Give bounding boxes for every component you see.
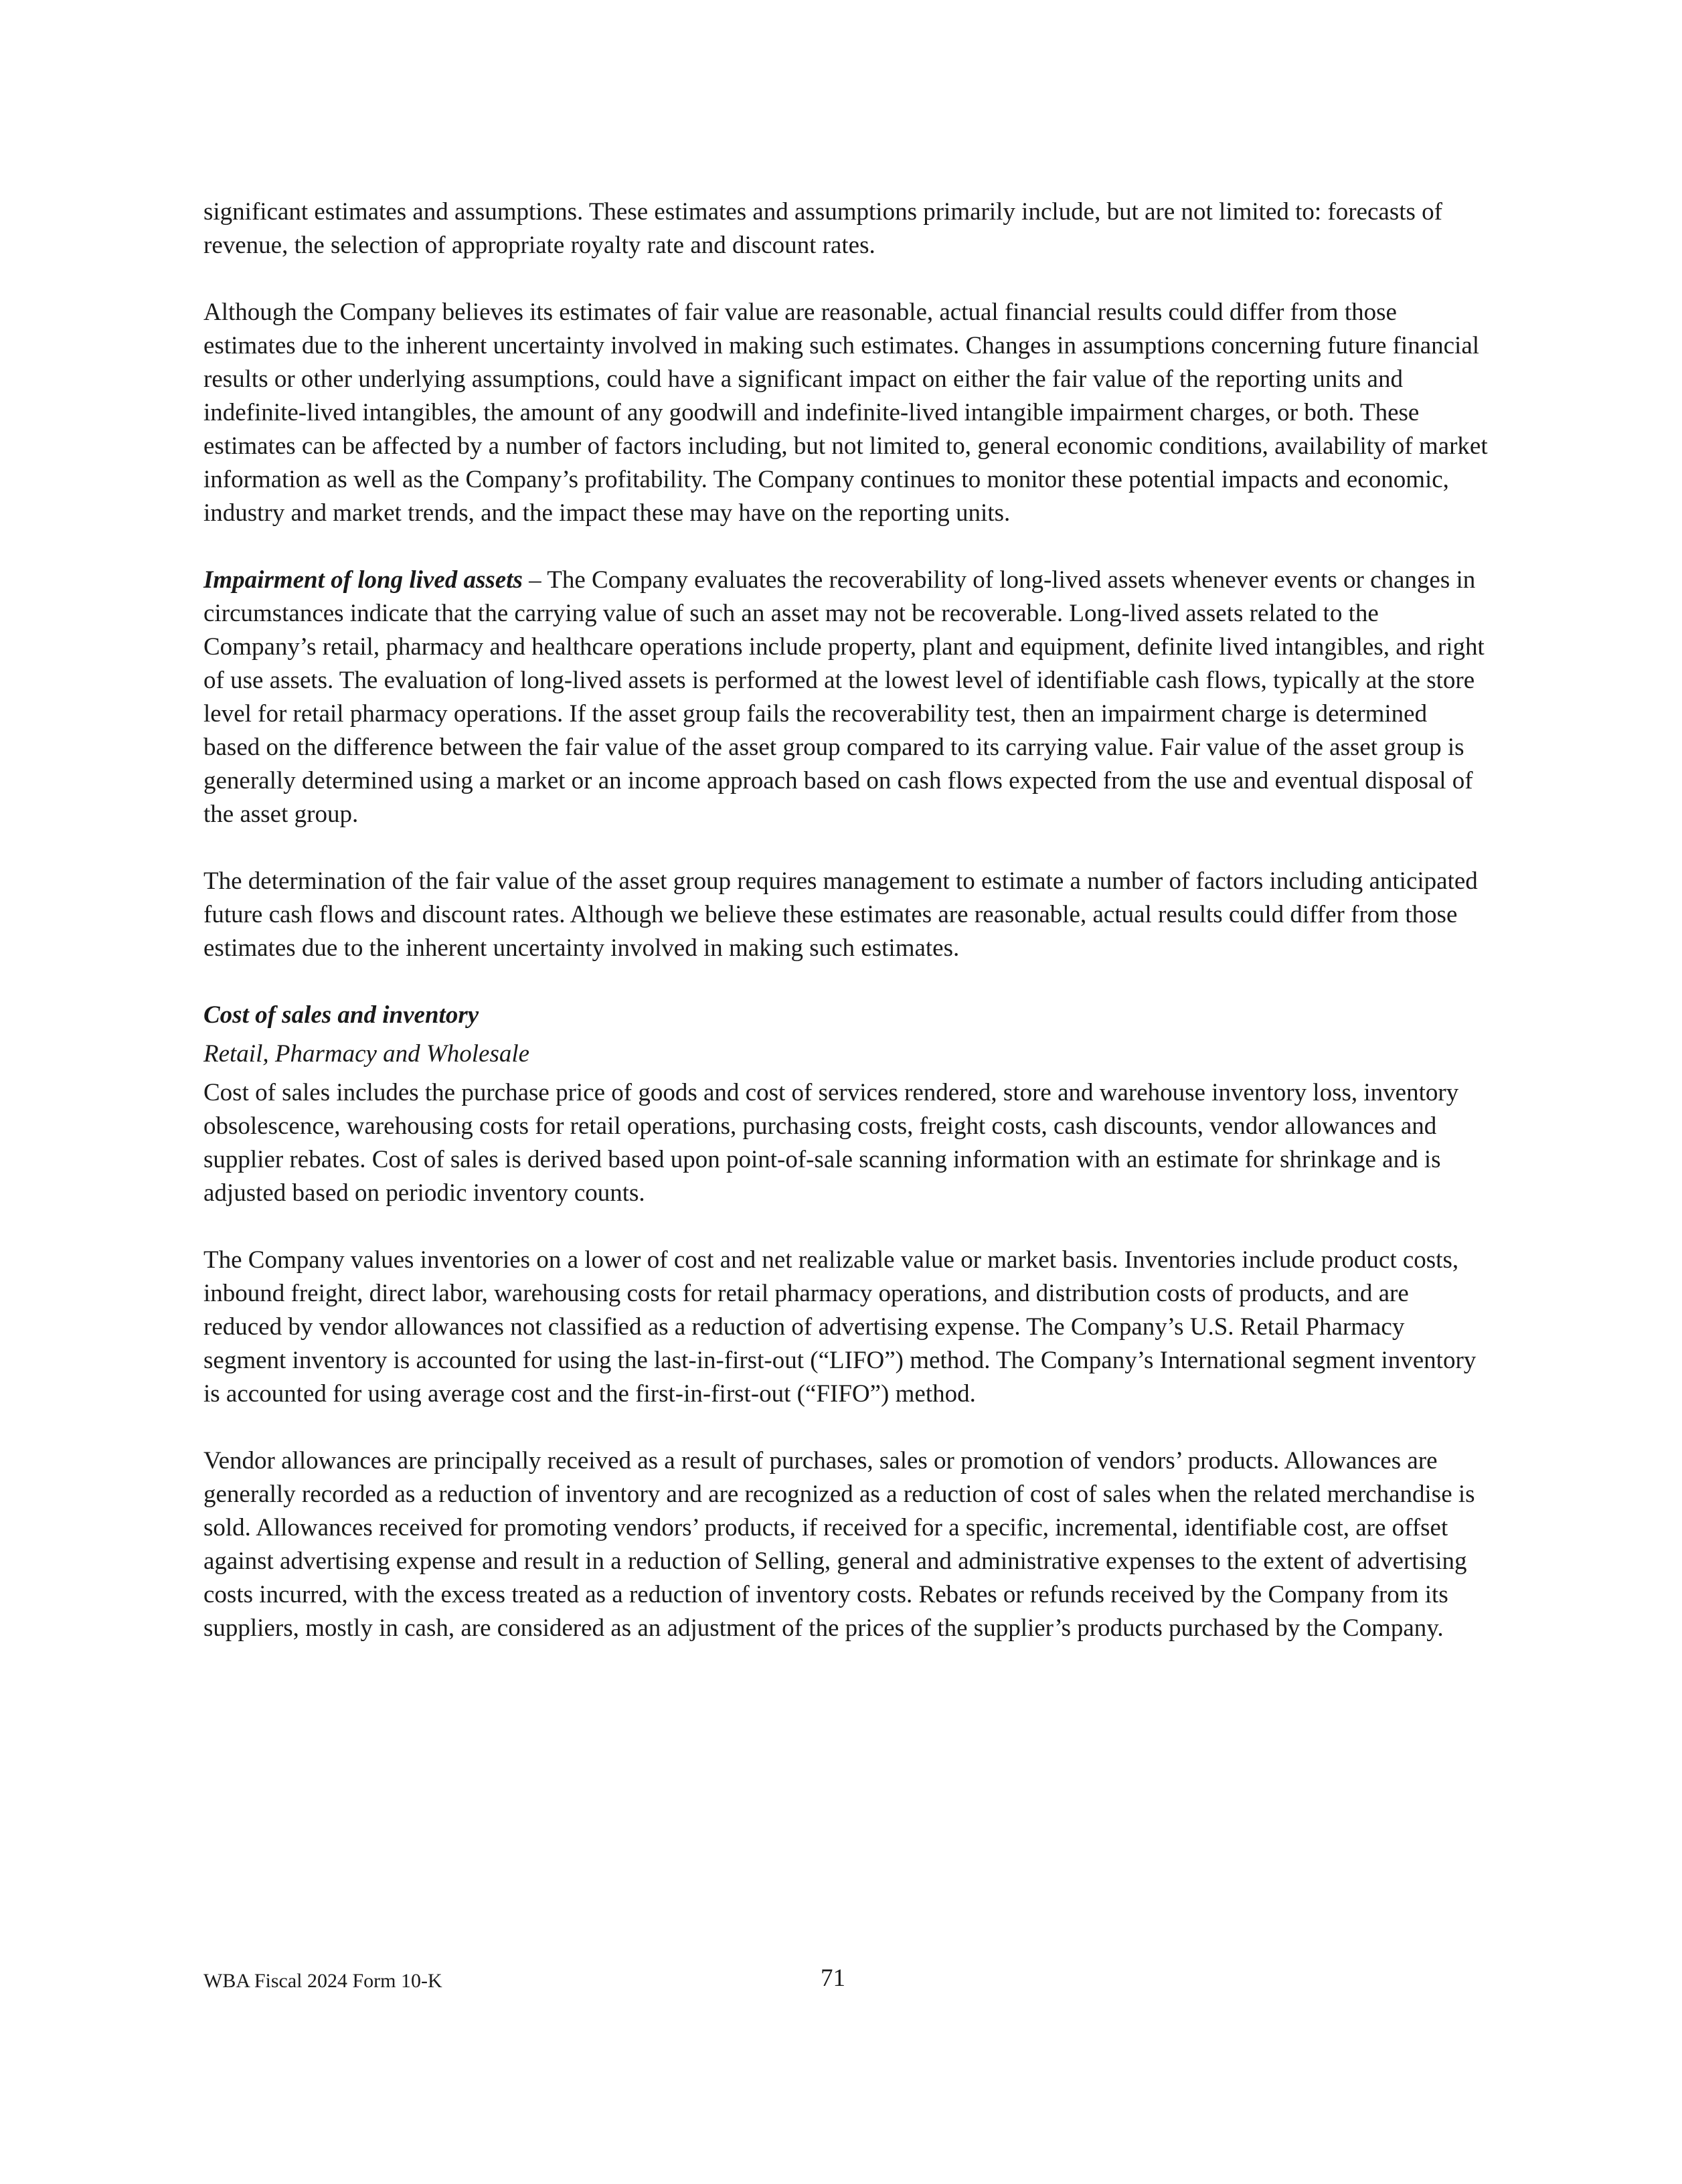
section-heading-cost-of-sales: Cost of sales and inventory xyxy=(203,1001,479,1029)
paragraph-estimates-assumptions: significant estimates and assumptions. These estimates and assumptions primarily include, but are not limited to: forecasts of revenue, the selection of appropriate royalty rate and discount rates. xyxy=(203,198,1442,259)
footer-document-title: WBA Fiscal 2024 Form 10-K xyxy=(203,1970,442,1992)
paragraph-asset-group-fair-value: The determination of the fair value of the asset group requires management to estimate a number of factors including anticipated future cash flows and discount rates. Although we believe these estimates are reasonable, actual results could differ from those estimates due to the inherent uncertainty involved in making such estimates. xyxy=(203,867,1478,962)
paragraph-fair-value-uncertainty: Although the Company believes its estimates of fair value are reasonable, actual financial results could differ from those estimates due to the inherent uncertainty involved in making such estimates. Changes in assumptions concerning future financial results or other underlying assumptions, could have a significant impact on either the fair value of the reporting units and indefinite-lived intangibles, the amount of any goodwill and indefinite-lived intangible impairment charges, or both. These estimates can be affected by a number of factors including, but not limited to, general economic conditions, availability of market information as well as the Company’s profitability. The Company continues to monitor these potential impacts and economic, industry and market trends, and the impact these may have on the reporting units. xyxy=(203,299,1488,527)
paragraph-vendor-allowances: Vendor allowances are principally received as a result of purchases, sales or promotion of vendors’ products. Allowances are generally recorded as a reduction of inventory and are recognized as a reduction of cost of sales when the related merchandise is sold. Allowances received for promoting vendors’ products, if received for a specific, incremental, identifiable cost, are offset against advertising expense and result in a reduction of Selling, general and administrative expenses to the extent of advertising costs incurred, with the excess treated as a reduction of inventory costs. Rebates or refunds received by the Company from its suppliers, mostly in cash, are considered as an adjustment of the prices of the supplier’s products purchased by the Company. xyxy=(203,1447,1475,1642)
impairment-body-text: – The Company evaluates the recoverability of long-lived assets whenever events or changes in circumstances indicate that the carrying value of such an asset may not be recoverable. Long-lived assets related to the Company’s retail, pharmacy and healthcare operations include property, plant and equipment, definite lived intangibles, and right of use assets. The evaluation of long-lived assets is performed at the lowest level of identifiable cash flows, typically at the store level for retail pharmacy operations. If the asset group fails the recoverability test, then an impairment charge is determined based on the difference between the fair value of the asset group compared to its carrying value. Fair value of the asset group is generally determined using a market or an income approach based on cash flows expected from the use and eventual disposal of the asset group. xyxy=(203,566,1485,828)
paragraph-cost-of-sales-definition: Cost of sales includes the purchase price of goods and cost of services rendered, store and warehouse inventory loss, inventory obsolescence, warehousing costs for retail operations, purchasing costs, freight costs, cash discounts, vendor allowances and supplier rebates. Cost of sales is derived based upon point-of-sale scanning information with an estimate for shrinkage and is adjusted based on periodic inventory counts. xyxy=(203,1079,1459,1207)
paragraph-impairment-long-lived-assets xyxy=(203,564,1489,831)
impairment-lead-term: Impairment of long lived assets xyxy=(203,566,523,594)
subheading-retail-pharmacy-wholesale: Retail, Pharmacy and Wholesale xyxy=(203,1040,530,1068)
paragraph-inventory-valuation: The Company values inventories on a lower of cost and net realizable value or market basis. Inventories include product costs, inbound freight, direct labor, warehousing costs for retail pharmacy operations, and distribution costs of products, and are reduced by vendor allowances not classified as a reduction of advertising expense. The Company’s U.S. Retail Pharmacy segment inventory is accounted for using the last-in-first-out (“LIFO”) method. The Company’s International segment inventory is accounted for using average cost and the first-in-first-out (“FIFO”) method. xyxy=(203,1246,1477,1408)
footer-page-number: 71 xyxy=(821,1964,845,1992)
document-body xyxy=(203,195,1489,1645)
